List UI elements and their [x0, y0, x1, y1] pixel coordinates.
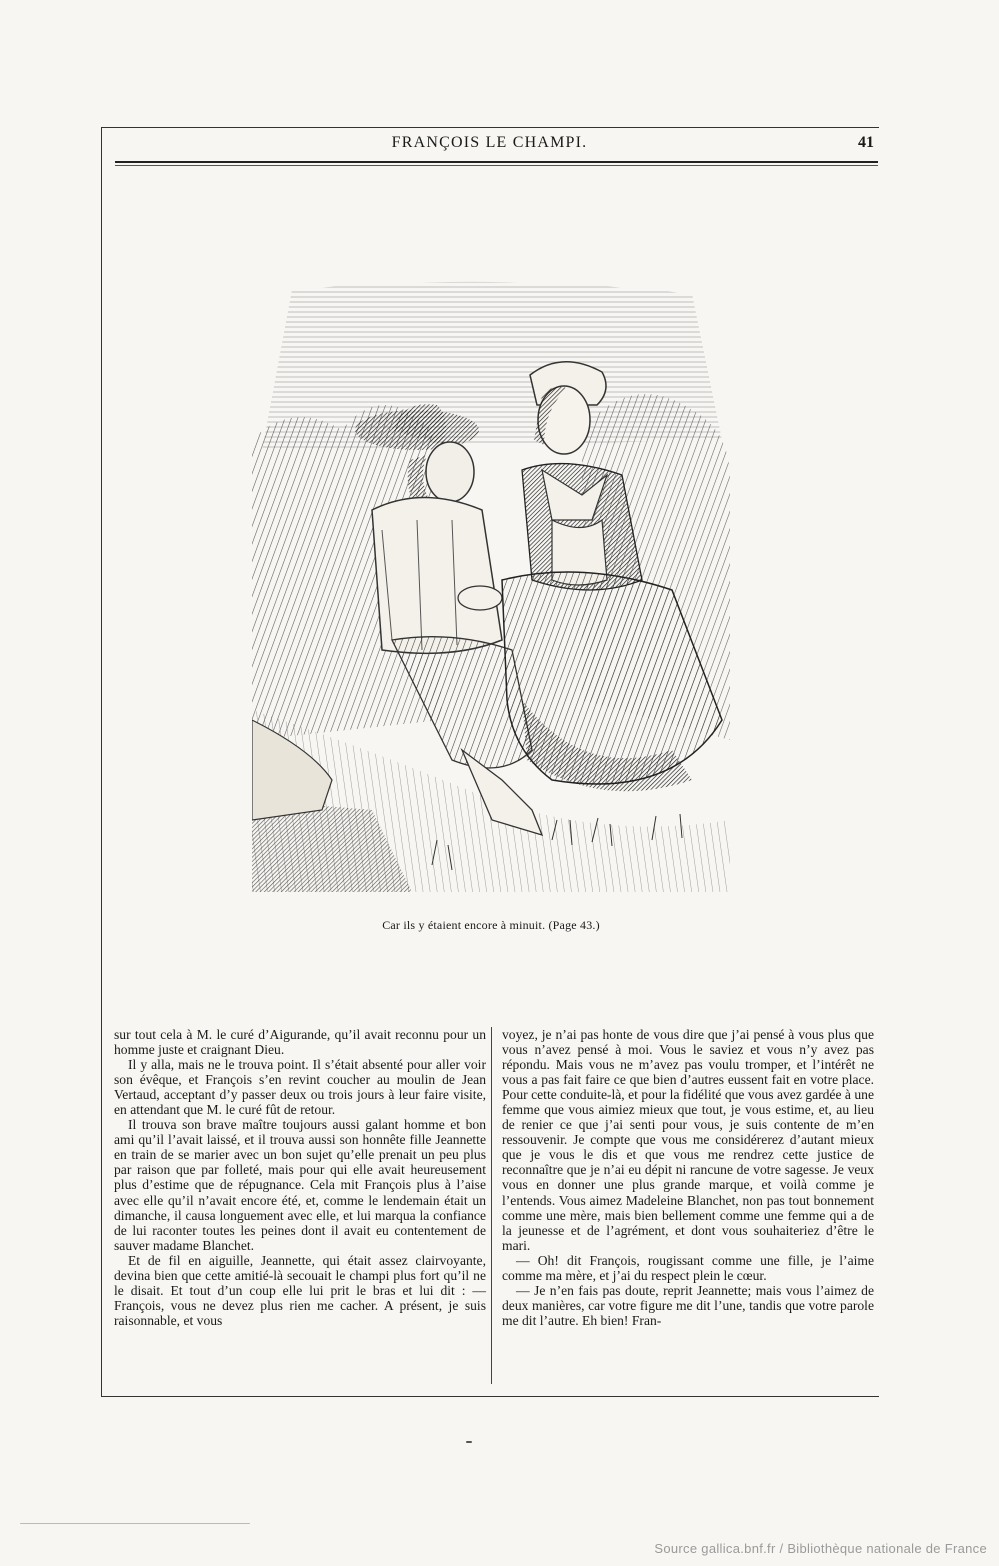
text-column-left	[114, 1027, 486, 1328]
engraving-drawing	[252, 280, 730, 892]
scan-edge-mark	[20, 1523, 250, 1524]
paragraph: voyez, je n’ai pas honte de vous dire que j’ai pensé à vous plus que vous n’avez pensé à moi. Vous le saviez et vous n’y avez pas répondu. Mais vous ne m’avez pas voulu tromper, et l’intérêt ne vous a pas fait faire ce que bien d’autres eussent fait en votre place. Pour cette conduite-là, et pour la fidélité que vous avez gardée à une femme que vous aimiez mieux que tout, je vous estime, et, au lieu de renier ce que j’ai senti pour vous, je suis contente de m’en ressouvenir. Je compte que vous me considérerez d’autant mieux que je vous le dis et que vous me rendrez cette justice de reconnaître que je n’ai eu dépit ni rancune de votre sagesse. Je veux vous en donner une plus grande marque, et voilà comme je l’entends. Vous aimez Madeleine Blanchet, non pas tout bonnement comme une mère, mais bien bellement comme une femme qui a de la jeunesse et de l’agrément, et dont vous souhaiteriez d’être le mari.	[502, 1027, 874, 1253]
boy-head	[426, 442, 474, 502]
ink-speck	[466, 1441, 472, 1443]
paragraph: Il y alla, mais ne le trouva point. Il s’était absenté pour aller voir son évêque, et François s’en revint coucher au moulin de Jean Vertaud, acceptant d’y passer deux ou trois jours à leur faire visite, en attendant que M. le curé fût de retour.	[114, 1057, 486, 1118]
page-number: 41	[858, 134, 874, 151]
paragraph: — Oh! dit François, rougissant comme une fille, je l’aime comme ma mère, et j’ai du respect plein le cœur.	[502, 1252, 874, 1283]
paragraph: — Je n’en fais pas doute, reprit Jeannette; mais vous l’aimez de deux manières, car votre figure me dit l’une, tandis que votre parole me dit l’autre. Eh bien! Fran-	[502, 1282, 874, 1328]
engraving-illustration	[252, 280, 730, 892]
text-column-right	[502, 1027, 874, 1328]
paragraph: sur tout cela à M. le curé d’Aigurande, qu’il avait reconnu pour un homme juste et craignant Dieu.	[114, 1027, 486, 1058]
page-title: FRANÇOIS LE CHAMPI.	[391, 134, 588, 151]
running-head	[101, 128, 878, 162]
paragraph: Il trouva son brave maître toujours aussi galant homme et bon ami qu’il l’avait laissé, et il trouva aussi son honnête fille Jeannette en train de se marier avec un bon sujet qu’elle prenait un peu plus par raison que par folleté, mais pour qui elle avait heureusement plus d’estime que de répugnance. Cela mit François plus à l’aise avec elle qu’il n’avait encore été, et, comme le lendemain était un dimanche, il causa longuement avec elle, et lui marqua la confiance de lui raconter toutes les peines dont il avait eu contentement de sauver madame Blanchet.	[114, 1117, 486, 1253]
source-credit: Source gallica.bnf.fr / Bibliothèque nationale de France	[654, 1541, 987, 1556]
clasped-hands	[458, 586, 502, 610]
header-rule	[115, 161, 878, 163]
column-divider	[491, 1027, 492, 1384]
illustration-caption: Car ils y étaient encore à minuit. (Page 43.)	[382, 918, 600, 932]
header-rule-thin	[115, 165, 878, 166]
paragraph: Et de fil en aiguille, Jeannette, qui était assez clairvoyante, devina bien que cette amitié-là secouait le champi plus fort qu’il ne le disait. Et tout d’un coup elle lui prit le bras et lui dit : — François, vous ne devez plus rien me cacher. A présent, je suis raisonnable, et vous	[114, 1252, 486, 1328]
